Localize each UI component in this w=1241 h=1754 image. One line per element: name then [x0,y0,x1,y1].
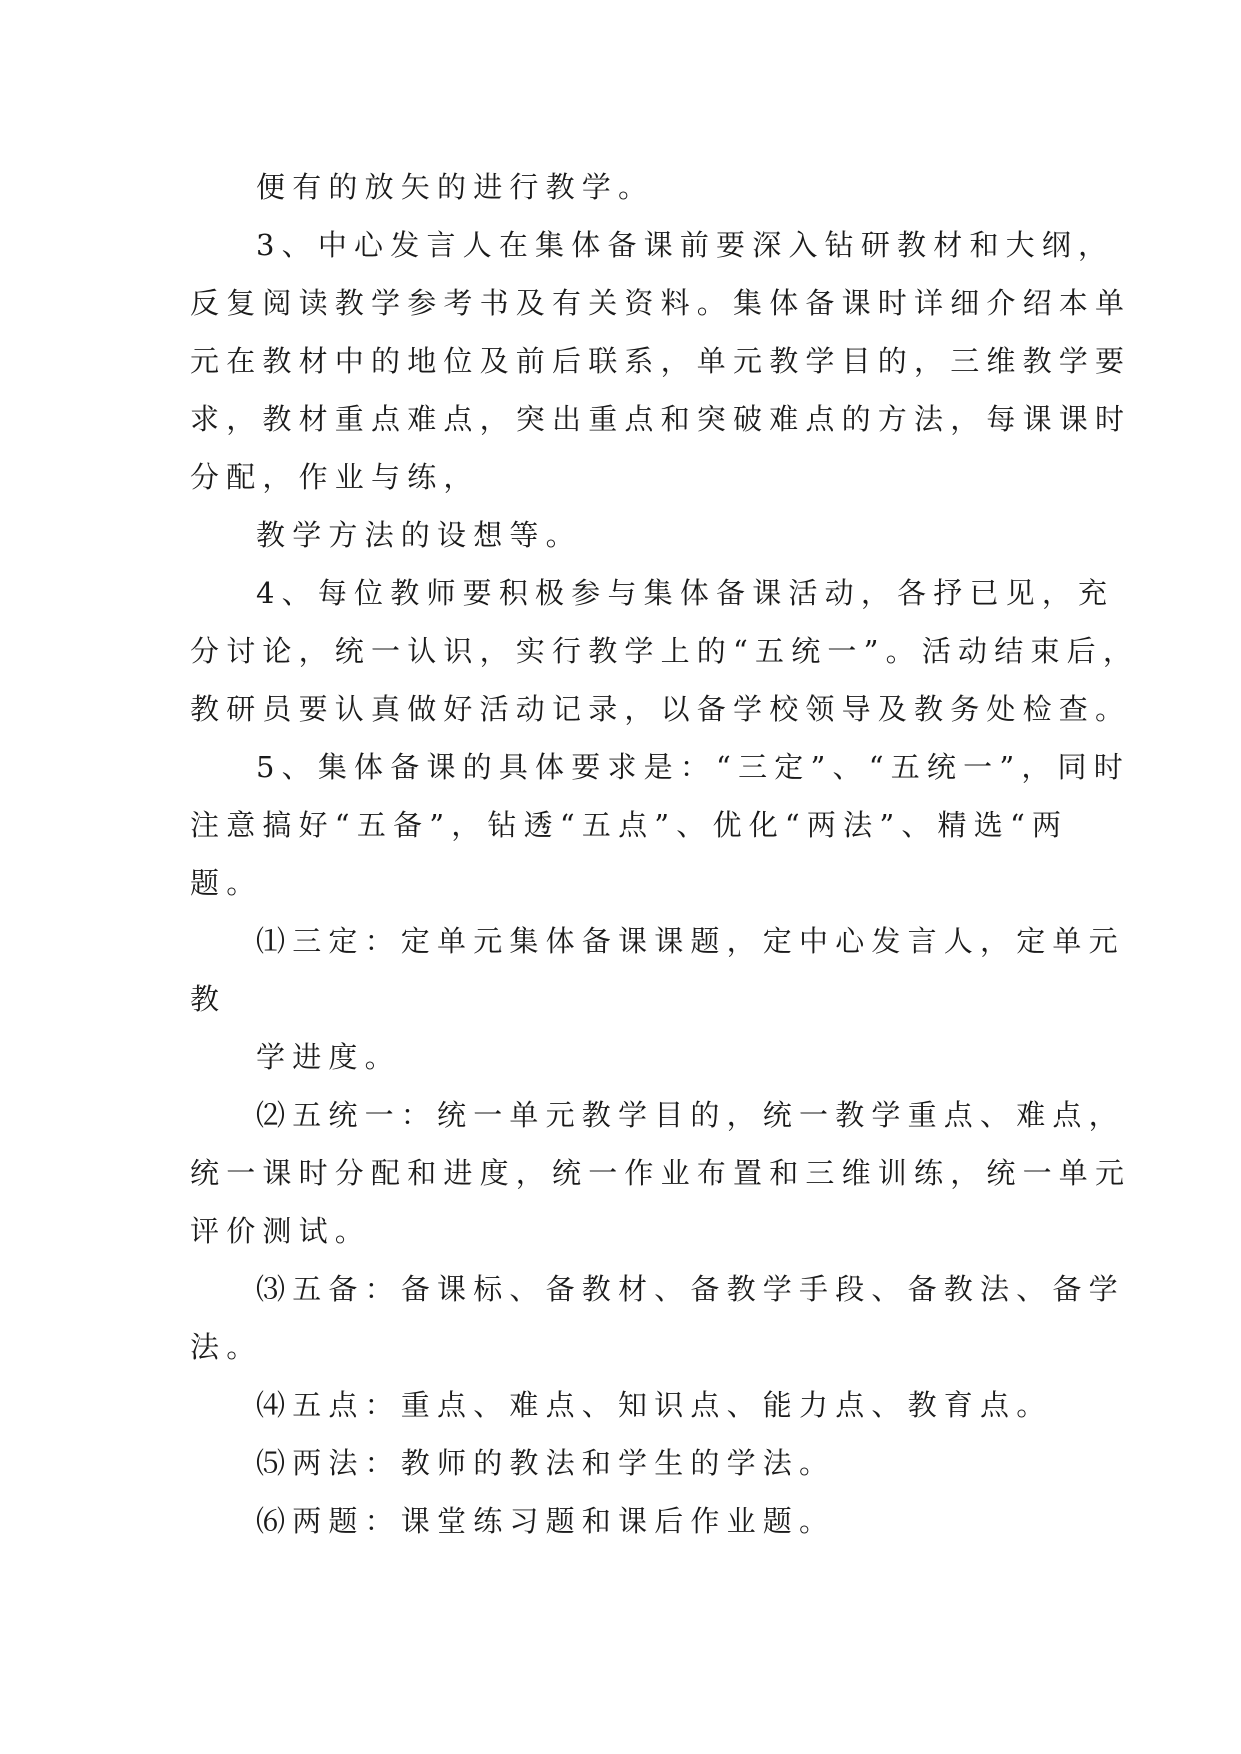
text-line: 教 [190,982,227,1016]
text-line: ⑴三定：定单元集体备课课题，定中心发言人，定单元 [256,924,1125,958]
text-line: 题。 [190,866,263,900]
text-line: 便有的放矢的进行教学。 [256,170,655,204]
text-line: 5、集体备课的具体要求是：“三定”、“五统一”，同时 [256,750,1130,784]
text-line: ⑶五备：备课标、备教材、备教学手段、备教法、备学 [256,1272,1125,1306]
text-line: 3、中心发言人在集体备课前要深入钻研教材和大纲， [256,228,1115,262]
text-line: 评价测试。 [190,1214,372,1248]
text-line: 元在教材中的地位及前后联系，单元教学目的，三维教学要 [190,344,1132,378]
text-line: 求，教材重点难点，突出重点和突破难点的方法，每课课时 [190,402,1132,436]
text-line: 反复阅读教学参考书及有关资料。集体备课时详细介绍本单 [190,286,1132,320]
text-line: 教学方法的设想等。 [256,518,582,552]
text-line: ⑸两法：教师的教法和学生的学法。 [256,1446,836,1480]
text-line: 学进度。 [256,1040,401,1074]
text-line: 注意搞好“五备”，钻透“五点”、优化“两法”、精选“两 [190,808,1069,842]
text-line: 统一课时分配和进度，统一作业布置和三维训练，统一单元 [190,1156,1132,1190]
text-line: 教研员要认真做好活动记录，以备学校领导及教务处检查。 [190,692,1132,726]
text-line: 法。 [190,1330,263,1364]
text-line: 分讨论，统一认识，实行教学上的“五统一”。活动结束后， [190,634,1140,668]
text-line: ⑹两题：课堂练习题和课后作业题。 [256,1504,836,1538]
text-line: ⑷五点：重点、难点、知识点、能力点、教育点。 [256,1388,1053,1422]
text-line: ⑵五统一：统一单元教学目的，统一教学重点、难点， [256,1098,1125,1132]
text-line: 分配，作业与练， [190,460,480,494]
text-line: 4、每位教师要积极参与集体备课活动，各抒已见，充 [256,576,1115,610]
